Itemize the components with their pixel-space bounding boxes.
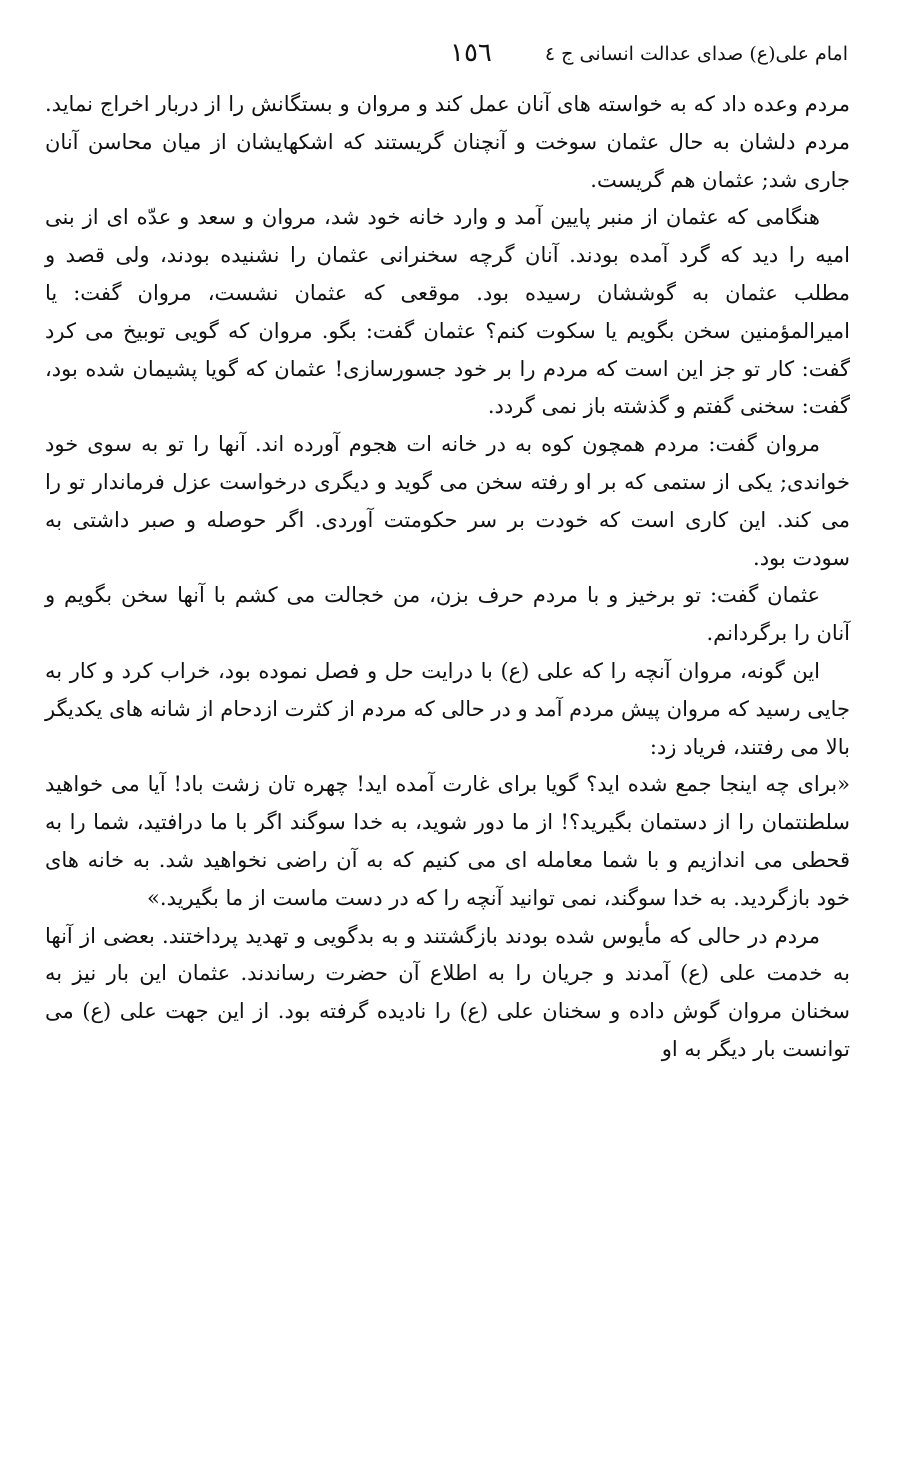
page-number: ١٥٦	[450, 38, 492, 68]
quote-paragraph: «برای چه اینجا جمع شده اید؟ گویا برای غارت آمده اید! چهره تان زشت باد! آیا می خواهید سلطنتمان را از دستمان بگیرید؟! از ما دور شوید، به خدا سوگند اگر با ما درافتید، شما را به قحطی می اندازیم و با شما معامله ای می کنیم که به آن راضی نخواهید شد. به خانه های خود بازگردید. به خدا سوگند، نمی توانید آنچه را که در دست ماست از ما بگیرید.»	[45, 772, 850, 910]
running-title: امام علی(ع) صدای عدالت انسانی ج ٤	[544, 43, 848, 65]
paragraph-2: هنگامی که عثمان از منبر پایین آمد و وارد خانه خود شد، مروان و سعد و عدّه ای از بنی امیه را دید که گرد آمده بودند. آنان گرچه سخنرانی عثمان را نشنیده بودند، ولی قصد و مطلب عثمان به گوششان رسیده بود. موقعی که عثمان نشست، مروان گفت: یا امیرالمؤمنین سخن بگویم یا سکوت کنم؟ عثمان گفت: بگو. مروان که گویی توبیخ می کرد گفت: کار تو جز این است که مردم را بر خود جسورسازی! عثمان که گویا پشیمان شده بود، گفت: سخنی گفتم و گذشته باز نمی گردد.	[45, 205, 850, 419]
paragraph-1: مردم وعده داد که به خواسته های آنان عمل کند و مروان و بستگانش را از دربار اخراج نماید. مردم دلشان به حال عثمان سوخت و آنچنان گریستند که اشکهایشان از میان محاسن آنان جاری شد; عثمان هم گریست.	[45, 92, 850, 192]
page-body	[45, 86, 850, 1069]
paragraph-4: عثمان گفت: تو برخیز و با مردم حرف بزن، من خجالت می کشم با آنها سخن بگویم و آنان را برگردانم.	[45, 583, 850, 646]
page-header	[40, 36, 860, 76]
paragraph-3: مروان گفت: مردم همچون کوه به در خانه ات هجوم آورده اند. آنها را تو به سوی خود خواندی; یکی از ستمی که بر او رفته سخن می گوید و دیگری درخواست عزل فرماندار تو را می کند. این کاری است که خودت بر سر حکومتت آوردی. اگر حوصله و صبر داشتی به سودت بود.	[45, 432, 850, 570]
paragraph-7: مردم در حالی که مأیوس شده بودند بازگشتند و به بدگویی و تهدید پرداختند. بعضی از آنها به خدمت علی (ع) آمدند و جریان را به اطلاع آن حضرت رساندند. عثمان این بار نیز به سخنان مروان گوش داده و سخنان علی (ع) را نادیده گرفته بود. از این جهت علی (ع) می توانست بار دیگر به او	[45, 923, 850, 1061]
paragraph-5: این گونه، مروان آنچه را که علی (ع) با درایت حل و فصل نموده بود، خراب کرد و کار به جایی رسید که مروان پیش مردم آمد و در حالی که مردم از کثرت ازدحام از شانه های یکدیگر بالا می رفتند، فریاد زد:	[45, 658, 850, 759]
